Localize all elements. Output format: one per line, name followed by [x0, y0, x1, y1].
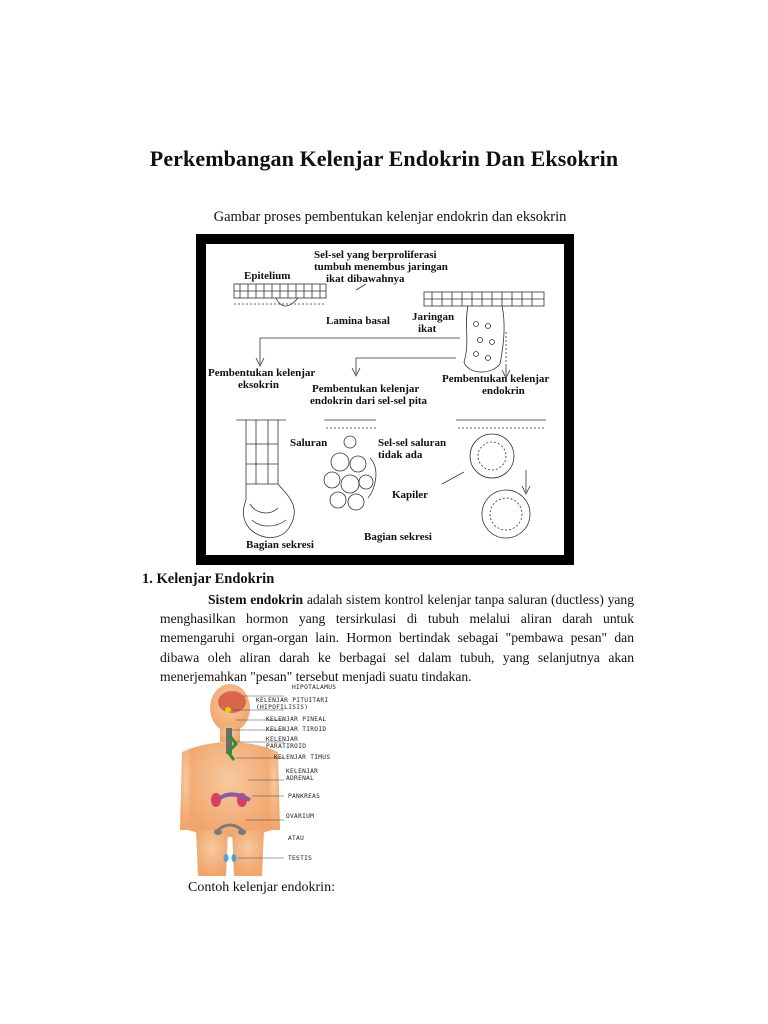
label-parathyroid-2: PARATIROID [266, 743, 307, 750]
label-exocrine-formation-1: Pembentukan kelenjar [208, 367, 316, 379]
label-connective-tissue-1: Jaringan [412, 311, 455, 323]
label-hypothalamus: HIPOTALAMUS [292, 684, 337, 691]
paragraph-text: adalah sistem kontrol kelenjar tanpa saluran (ductless) yang menghasilkan hormon yang tersirkulasi di tubuh melalui aliran darah untuk memengaruhi organ-organ lain. Hormon bertindak sebagai "pembawa pesan" dan dibawa oleh aliran darah ke berbagai sel dalam tubuh, yang selanjutnya akan menerjemahkan "pesan" tersebut menjadi suatu tindakan. [160, 592, 634, 684]
label-parathyroid-1: KELENJAR [266, 736, 299, 743]
label-cord-formation-1: Pembentukan kelenjar [312, 383, 420, 395]
label-proliferation-3: ikat dibawahnya [326, 273, 405, 285]
label-cord-formation-2: endokrin dari sel-sel pita [310, 395, 428, 407]
endocrine-glands-figure [180, 680, 340, 876]
label-no-duct-2: tidak ada [378, 449, 423, 461]
paragraph-term: Sistem endokrin [208, 592, 304, 607]
section-paragraph [160, 590, 634, 686]
label-ovary: OVARIUM [286, 813, 315, 820]
label-basal-lamina: Lamina basal [326, 315, 390, 327]
label-testis: TESTIS [288, 855, 313, 862]
label-pituitary-2: (HIPOFILISIS) [256, 704, 309, 711]
page-title: Perkembangan Kelenjar Endokrin Dan Eksokrin [149, 146, 619, 171]
label-duct: Saluran [290, 437, 328, 449]
label-connective-tissue-2: ikat [418, 323, 437, 335]
label-secretory-left: Bagian sekresi [246, 539, 314, 551]
label-epithelium: Epitelium [244, 270, 291, 282]
label-pituitary-1: KELENJAR PITUITARI [256, 697, 329, 704]
label-exocrine-formation-2: eksokrin [238, 379, 279, 391]
label-adrenal-1: KELENJAR [286, 768, 319, 775]
label-proliferation-1: Sel-sel yang berproliferasi [314, 249, 437, 261]
figure-caption: Gambar proses pembentukan kelenjar endokrin dan eksokrin [213, 209, 567, 225]
label-no-duct-1: Sel-sel saluran [378, 437, 447, 449]
label-thymus: KELENJAR TIMUS [274, 754, 331, 761]
label-adrenal-2: ADRENAL [286, 775, 315, 782]
figure2-caption: Contoh kelenjar endokrin: [188, 880, 335, 895]
label-or: ATAU [288, 835, 305, 842]
section-heading: 1. Kelenjar Endokrin [142, 571, 275, 587]
label-secretory-middle: Bagian sekresi [364, 531, 432, 543]
label-endocrine-formation-2: endokrin [482, 385, 525, 397]
label-endocrine-formation-1: Pembentukan kelenjar [442, 373, 550, 385]
label-proliferation-2: tumbuh menembus jaringan [314, 261, 448, 273]
label-pineal: KELENJAR PINEAL [266, 716, 327, 723]
label-thyroid: KELENJAR TIROID [266, 726, 327, 733]
label-capillary: Kapiler [392, 489, 429, 501]
gland-formation-figure [196, 234, 574, 565]
label-pancreas: PANKREAS [288, 793, 321, 800]
